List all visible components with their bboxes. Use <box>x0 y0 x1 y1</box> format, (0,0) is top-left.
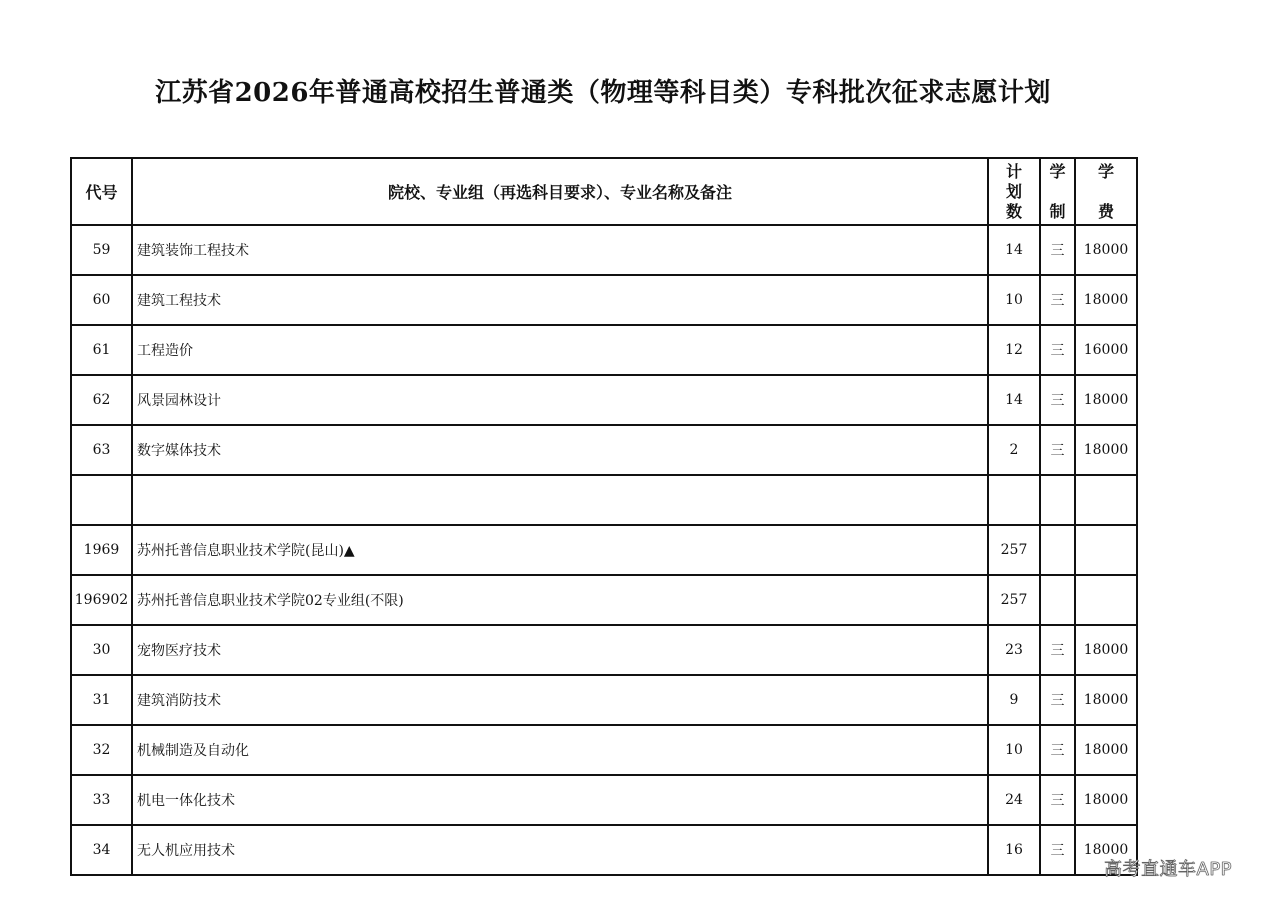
row-duration-cell: 三 <box>1040 825 1075 875</box>
table-row <box>71 475 1137 525</box>
row-code-cell: 34 <box>71 825 132 875</box>
row-plan-cell: 9 <box>988 675 1040 725</box>
row-duration-cell: 三 <box>1040 325 1075 375</box>
row-plan-cell: 14 <box>988 375 1040 425</box>
row-code-cell: 59 <box>71 225 132 275</box>
row-name-cell: 机械制造及自动化 <box>132 725 988 775</box>
row-duration-cell: 三 <box>1040 425 1075 475</box>
table-row <box>71 775 1137 825</box>
row-name-cell: 建筑装饰工程技术 <box>132 225 988 275</box>
row-fee-cell: 18000 <box>1075 225 1137 275</box>
header-fee <box>1075 158 1137 225</box>
header-plan-char: 划 <box>1005 181 1022 201</box>
row-code-cell: 196902 <box>71 575 132 625</box>
row-duration-cell: 三 <box>1040 625 1075 675</box>
row-name-cell: 建筑工程技术 <box>132 275 988 325</box>
row-duration-cell: 三 <box>1040 775 1075 825</box>
row-fee-cell: 18000 <box>1075 725 1137 775</box>
row-duration-cell: 三 <box>1040 225 1075 275</box>
row-name-cell: 机电一体化技术 <box>132 775 988 825</box>
row-fee-cell: 18000 <box>1075 375 1137 425</box>
header-duration-char: 制 <box>1049 201 1066 221</box>
table-row <box>71 725 1137 775</box>
row-name-cell: 苏州托普信息职业技术学院(昆山)▲ <box>132 525 988 575</box>
row-fee-cell: 18000 <box>1075 275 1137 325</box>
row-name-cell <box>132 475 988 525</box>
row-duration-cell: 三 <box>1040 275 1075 325</box>
row-code-cell: 60 <box>71 275 132 325</box>
row-name-cell: 苏州托普信息职业技术学院02专业组(不限) <box>132 575 988 625</box>
table-row <box>71 425 1137 475</box>
page-title: 江苏省2026年普通高校招生普通类（物理等科目类）专科批次征求志愿计划 <box>155 78 1051 108</box>
row-duration-cell: 三 <box>1040 375 1075 425</box>
table-row <box>71 525 1137 575</box>
row-code-cell: 63 <box>71 425 132 475</box>
row-fee-cell <box>1075 575 1137 625</box>
table-header-row <box>71 158 1137 225</box>
row-code-cell: 33 <box>71 775 132 825</box>
row-plan-cell: 14 <box>988 225 1040 275</box>
row-code-cell: 31 <box>71 675 132 725</box>
row-duration-cell <box>1040 575 1075 625</box>
row-plan-cell: 2 <box>988 425 1040 475</box>
row-duration-cell: 三 <box>1040 675 1075 725</box>
row-plan-cell: 257 <box>988 525 1040 575</box>
row-fee-cell: 18000 <box>1075 825 1137 875</box>
row-fee-cell <box>1075 475 1137 525</box>
plan-table <box>70 157 1138 876</box>
row-plan-cell: 257 <box>988 575 1040 625</box>
header-duration <box>1040 158 1075 225</box>
row-name-cell: 数字媒体技术 <box>132 425 988 475</box>
row-code-cell: 62 <box>71 375 132 425</box>
row-fee-cell: 18000 <box>1075 675 1137 725</box>
table-row <box>71 575 1137 625</box>
row-plan-cell: 12 <box>988 325 1040 375</box>
table-row <box>71 675 1137 725</box>
table-row <box>71 275 1137 325</box>
row-plan-cell: 16 <box>988 825 1040 875</box>
header-name: 院校、专业组（再选科目要求）、专业名称及备注 <box>132 158 988 225</box>
row-fee-cell <box>1075 525 1137 575</box>
table-row <box>71 325 1137 375</box>
row-fee-cell: 18000 <box>1075 425 1137 475</box>
row-code-cell: 1969 <box>71 525 132 575</box>
row-fee-cell: 18000 <box>1075 625 1137 675</box>
header-fee-char: 学 <box>1097 161 1114 181</box>
header-fee-char: 费 <box>1097 201 1114 221</box>
row-duration-cell <box>1040 525 1075 575</box>
row-code-cell: 30 <box>71 625 132 675</box>
header-plan <box>988 158 1040 225</box>
header-plan-char: 数 <box>1005 201 1022 221</box>
row-plan-cell: 10 <box>988 725 1040 775</box>
row-name-cell: 无人机应用技术 <box>132 825 988 875</box>
row-fee-cell: 16000 <box>1075 325 1137 375</box>
header-plan-char: 计 <box>1005 161 1022 181</box>
row-name-cell: 建筑消防技术 <box>132 675 988 725</box>
watermark-text: 高考直通车APP <box>1104 859 1233 880</box>
table-row <box>71 225 1137 275</box>
row-code-cell <box>71 475 132 525</box>
table-row <box>71 375 1137 425</box>
table-row <box>71 825 1137 875</box>
row-duration-cell <box>1040 475 1075 525</box>
table-row <box>71 625 1137 675</box>
row-plan-cell <box>988 475 1040 525</box>
row-name-cell: 宠物医疗技术 <box>132 625 988 675</box>
row-name-cell: 风景园林设计 <box>132 375 988 425</box>
row-duration-cell: 三 <box>1040 725 1075 775</box>
row-fee-cell: 18000 <box>1075 775 1137 825</box>
header-duration-char: 学 <box>1049 161 1066 181</box>
row-code-cell: 61 <box>71 325 132 375</box>
row-plan-cell: 10 <box>988 275 1040 325</box>
row-code-cell: 32 <box>71 725 132 775</box>
row-name-cell: 工程造价 <box>132 325 988 375</box>
row-plan-cell: 23 <box>988 625 1040 675</box>
row-plan-cell: 24 <box>988 775 1040 825</box>
header-code: 代号 <box>71 158 132 225</box>
